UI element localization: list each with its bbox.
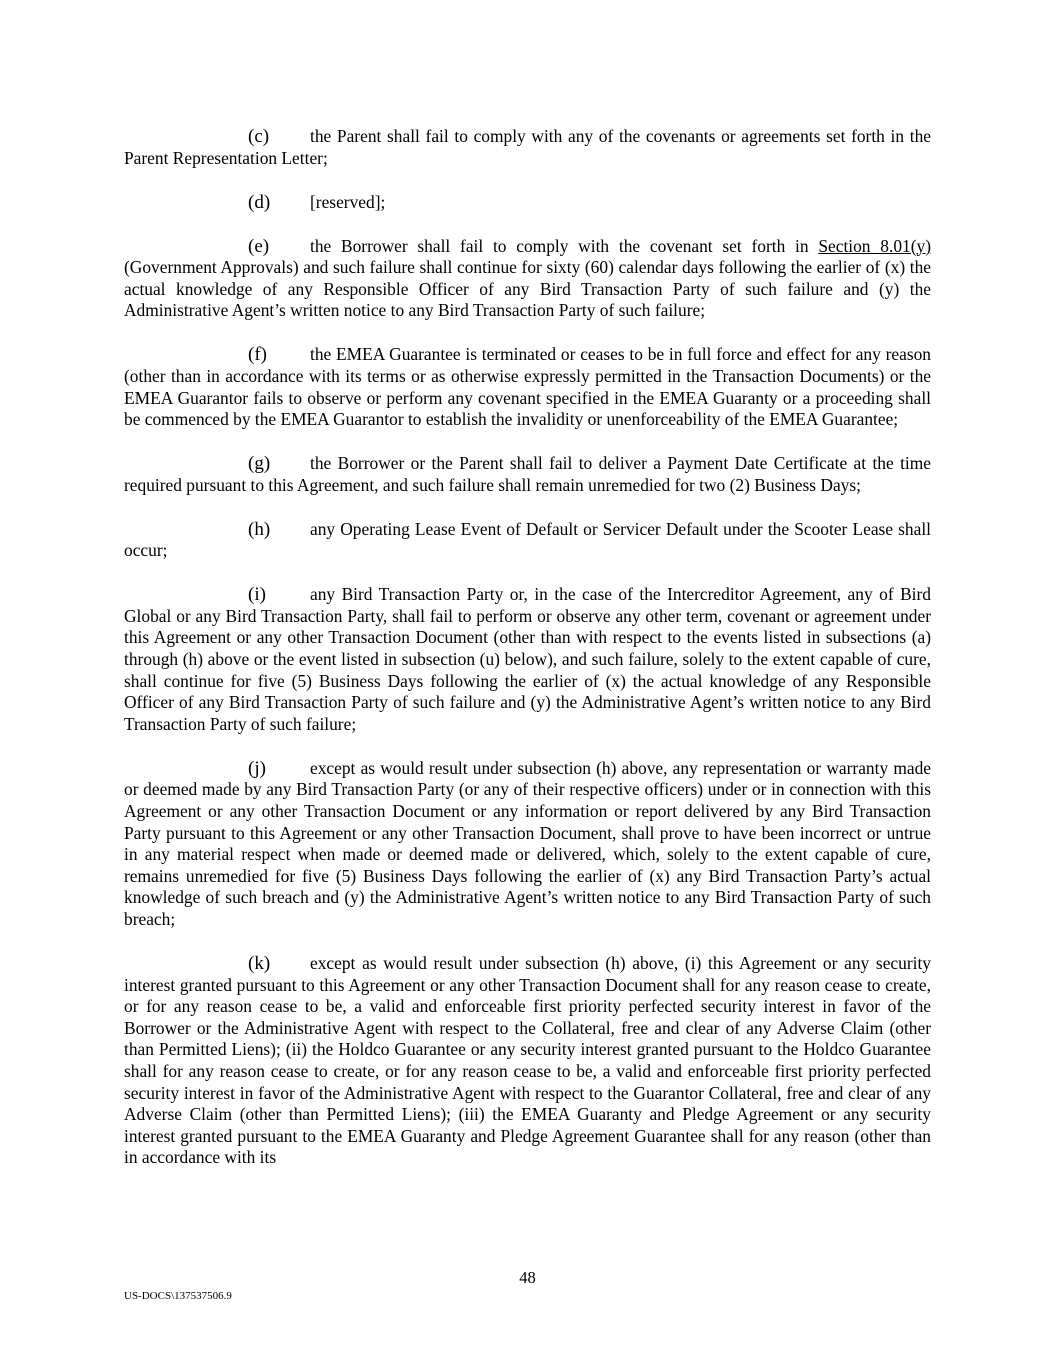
clause-j <box>124 758 931 931</box>
clause-text: the Borrower shall fail to comply with the covenant set forth in <box>310 235 819 256</box>
clause-f <box>124 344 931 430</box>
clause-c <box>124 126 931 169</box>
clause-marker: (h) <box>248 518 271 540</box>
clause-g <box>124 453 931 496</box>
document-id: US-DOCS\137537506.9 <box>124 1290 232 1302</box>
clause-marker: (e) <box>248 235 270 257</box>
page-number: 48 <box>519 1268 536 1287</box>
clause-marker: (j) <box>248 757 266 779</box>
document-body <box>124 126 931 1169</box>
clause-marker: (c) <box>248 126 270 147</box>
clause-h <box>124 519 931 562</box>
clause-text: except as would result under subsection (h) above, (i) this Agreement or any security interest granted pursuant to this Agreement or any other Transaction Document shall for any reason cease to create, or for any reason cease to be, a valid and enforceable first priority perfected security interest in favor of the Borrower or the Administrative Agent with respect to the Collateral, free and clear of any Adverse Claim (other than Permitted Liens); (ii) the Holdco Guarantee or any security interest granted pursuant to the Holdco Guarantee shall for any reason cease to create, or for any reason cease to be, a valid and enforceable first priority perfected security interest in favor of the Administrative Agent with respect to the Guarantor Collateral, free and clear of any Adverse Claim (other than Permitted Liens); (iii) the EMEA Guaranty and Pledge Agreement or any security interest granted pursuant to the EMEA Guaranty and Pledge Agreement Guarantee shall for any reason (other than in accordance with its <box>124 952 931 1168</box>
clause-marker: (g) <box>248 453 271 475</box>
clause-text: any Operating Lease Event of Default or Servicer Default under the Scooter Lease shall occur; <box>124 518 931 561</box>
clause-text: except as would result under subsection (h) above, any representation or warranty made or deemed made by any Bird Transaction Party (or any of their respective officers) under or in connection with this Agreement or any other Transaction Document or any information or report delivered by any Bird Transaction Party pursuant to this Agreement or any other Transaction Document, shall prove to have been incorrect or untrue in any material respect when made or deemed made or delivered, which, solely to the extent capable of cure, remains unremedied for five (5) Business Days following the earlier of (x) any Bird Transaction Party’s actual knowledge of such breach and (y) the Administrative Agent’s written notice to any Bird Transaction Party of such breach; <box>124 757 931 929</box>
clause-marker: (d) <box>248 191 271 213</box>
clause-marker: (f) <box>248 344 267 366</box>
clause-i <box>124 584 931 735</box>
clause-text-continued: (Government Approvals) and such failure shall continue for sixty (60) calendar days following the earlier of (x) the actual knowledge of any Responsible Officer of any Bird Transaction Party of such failure and (y) the Administrative Agent’s written notice to any Bird Transaction Party of such failure; <box>124 257 931 321</box>
clause-marker: (i) <box>248 584 266 606</box>
clause-text: any Bird Transaction Party or, in the case of the Intercreditor Agreement, any of Bird Global or any Bird Transaction Party, shall fail to perform or observe any other term, covenant or agreement under this Agreement or any other Transaction Document (other than with respect to the events listed in subsections (a) through (h) above or the event listed in subsection (u) below), and such failure, solely to the extent capable of cure, shall continue for five (5) Business Days following the earlier of (x) the actual knowledge of any Responsible Officer of any Bird Transaction Party of such failure and (y) the Administrative Agent’s written notice to any Bird Transaction Party of such failure; <box>124 584 931 734</box>
clause-text: [reserved]; <box>310 191 386 212</box>
clause-d <box>124 192 931 214</box>
clause-text: the EMEA Guarantee is terminated or ceases to be in full force and effect for any reason (other than in accordance with its terms or as otherwise expressly permitted in the Transaction Documents) or the EMEA Guarantor fails to observe or perform any covenant specified in the EMEA Guaranty or a proceeding shall be commenced by the EMEA Guarantor to establish the invalidity or unenforceability of the EMEA Guarantee; <box>124 344 931 430</box>
clause-e <box>124 236 931 322</box>
section-reference-link: Section 8.01(y) <box>818 235 931 256</box>
clause-text: the Parent shall fail to comply with any of the covenants or agreements set forth in the Parent Representation Letter; <box>124 126 931 168</box>
clause-marker: (k) <box>248 952 271 974</box>
clause-text: the Borrower or the Parent shall fail to deliver a Payment Date Certificate at the time required pursuant to this Agreement, and such failure shall remain unremedied for two (2) Business Days; <box>124 453 931 495</box>
clause-k <box>124 953 931 1169</box>
